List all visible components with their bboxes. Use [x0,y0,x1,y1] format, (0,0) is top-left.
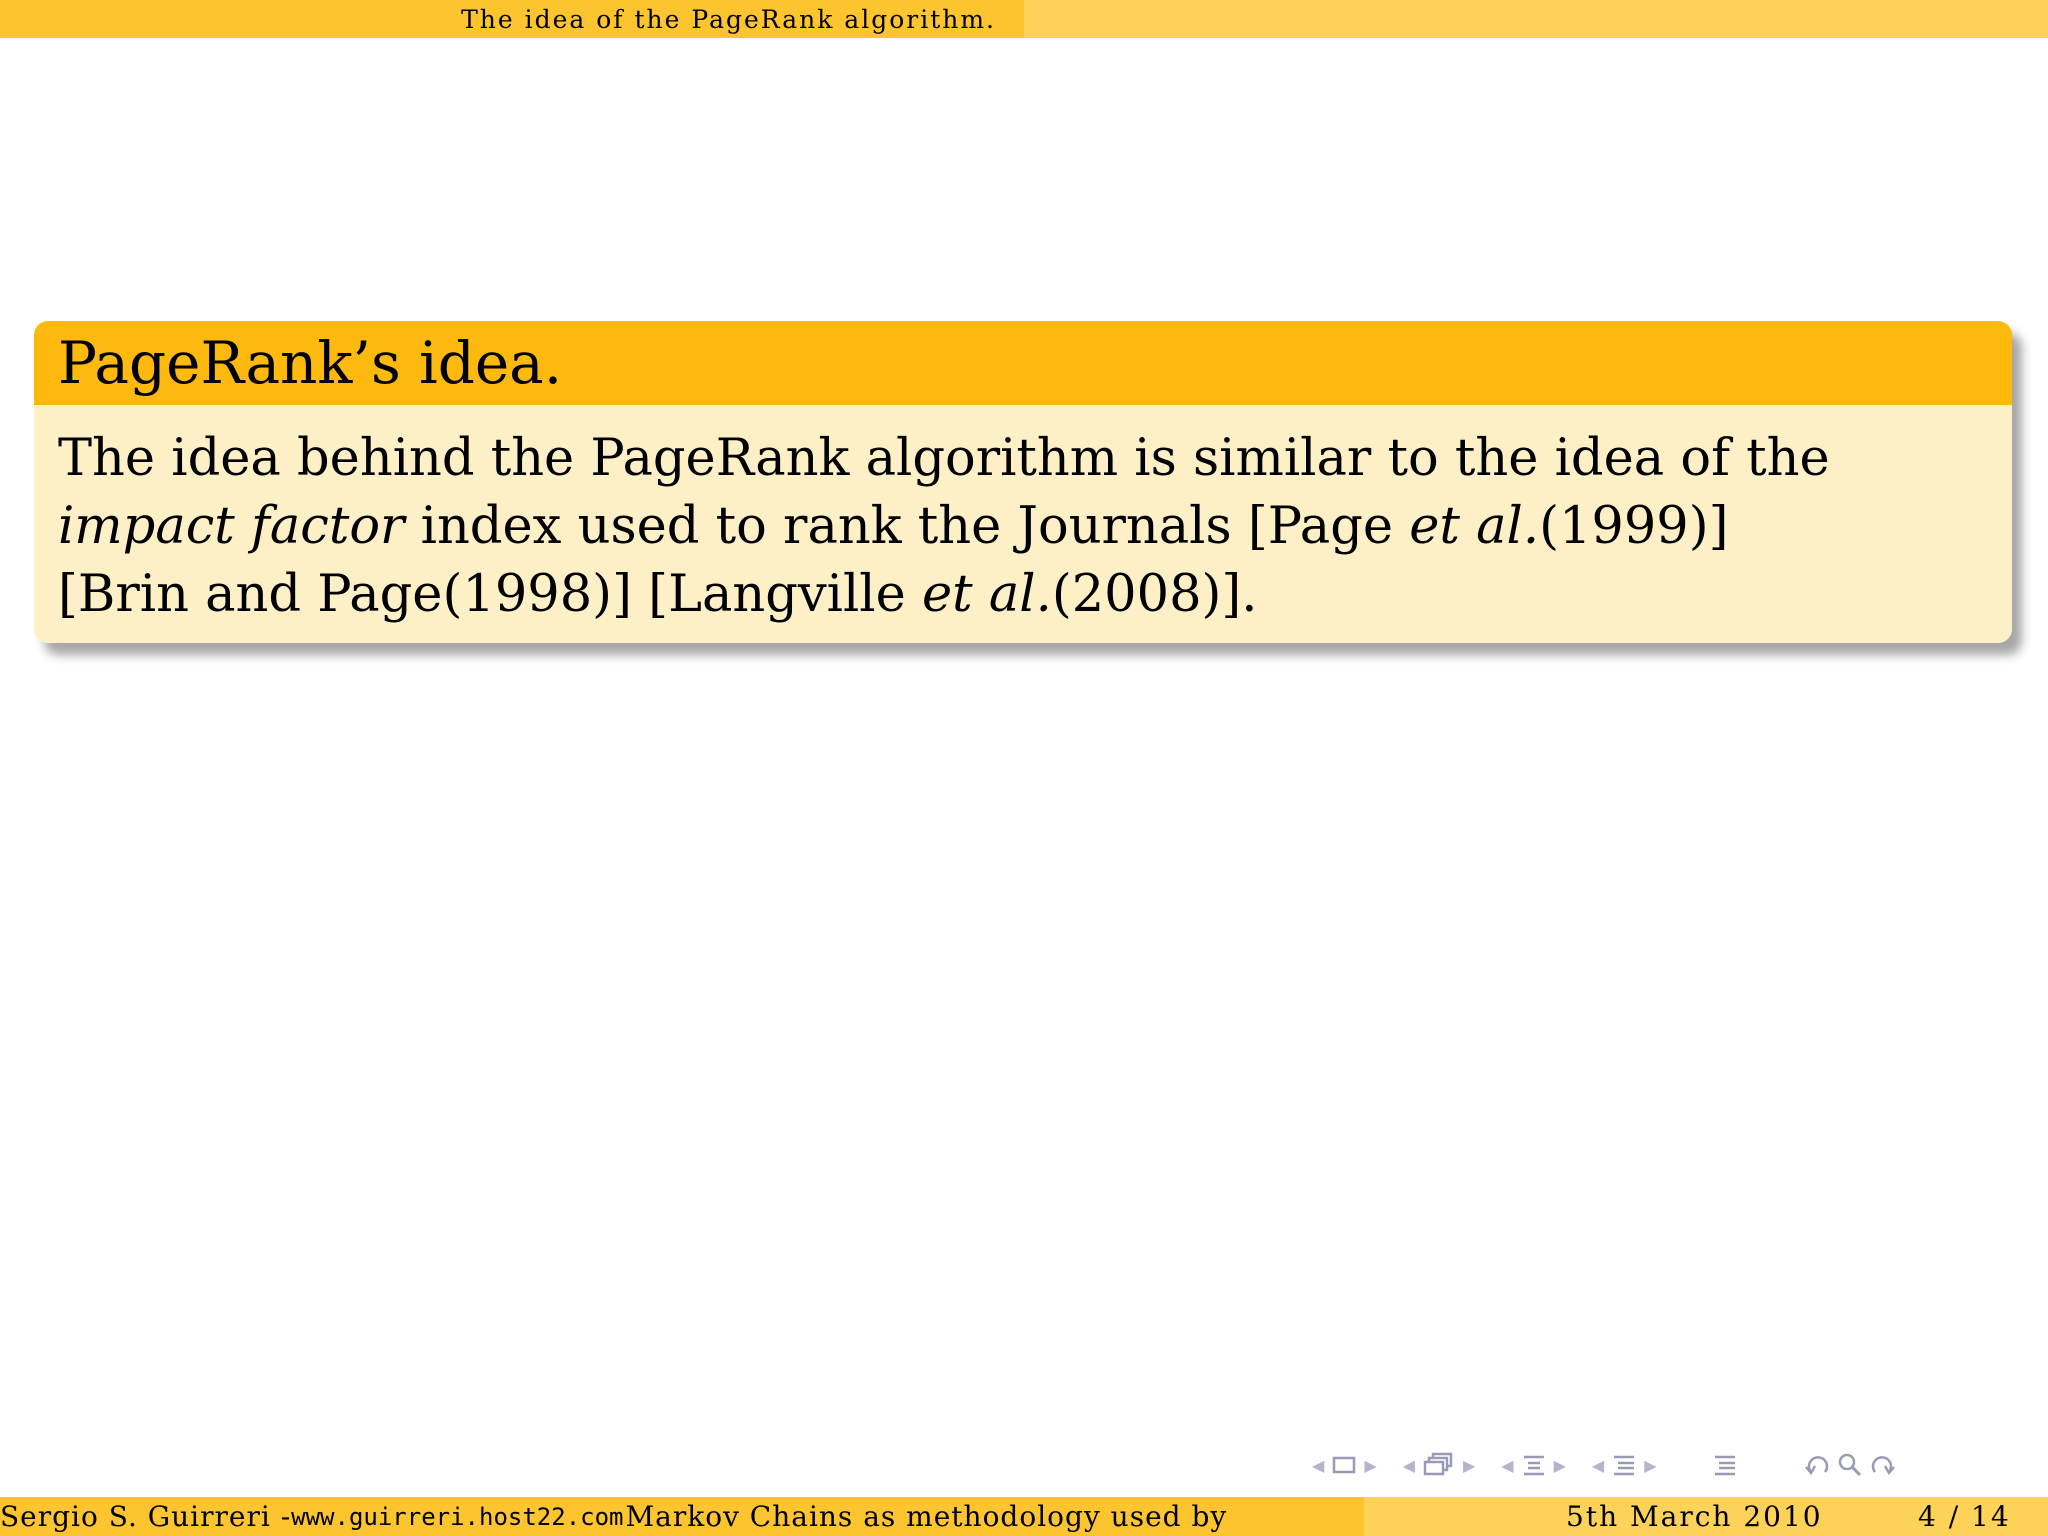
body-text-2: index used to rank the Journals [Page [404,497,1410,556]
next-arrow-icon[interactable]: ▶ [1364,1455,1377,1475]
slide-nav-icon[interactable] [1592,1453,1657,1477]
prev-arrow-icon[interactable]: ◀ [1402,1455,1415,1475]
section-icon[interactable] [1522,1453,1546,1477]
body-text-1: The idea behind the PageRank algorithm is similar to the idea of the [58,429,1830,488]
content-block [34,321,2012,643]
prev-arrow-icon[interactable]: ◀ [1501,1455,1514,1475]
redo-icon[interactable] [1867,1452,1897,1478]
block-title: PageRank’s idea. [34,321,2012,405]
next-arrow-icon[interactable]: ▶ [1553,1455,1566,1475]
footer-page-number: 4 / 14 [1918,1500,2011,1533]
footer-date: 5th March 2010 [1566,1500,1823,1533]
header-bar [0,0,2048,38]
footer-presentation-title: Markov Chains as methodology used by [625,1500,1228,1533]
body-text-5: (2008)]. [1051,565,1258,624]
body-italic-impact-factor: impact factor [58,497,405,556]
next-arrow-icon[interactable]: ▶ [1462,1455,1476,1475]
next-arrow-icon[interactable]: ▶ [1644,1455,1657,1475]
body-text-4: [Brin and Page(1998)] [Langville [58,565,922,624]
frame-nav-icon[interactable] [1312,1456,1377,1475]
section-nav-icon[interactable] [1501,1453,1566,1477]
body-italic-et-al-2: et al. [922,565,1052,624]
frame-icon[interactable] [1332,1456,1356,1474]
block-body [34,405,2012,643]
footer-bar [0,1497,2048,1536]
prev-arrow-icon[interactable]: ◀ [1591,1455,1605,1475]
undo-icon[interactable] [1803,1452,1833,1478]
search-controls [1803,1452,1897,1478]
prev-arrow-icon[interactable]: ◀ [1312,1455,1325,1475]
presentation-icon[interactable] [1612,1453,1636,1477]
subsection-nav-icon[interactable] [1403,1452,1476,1478]
section-title[interactable]: The idea of the PageRank algorithm. [461,4,996,34]
outline-icon[interactable] [1713,1453,1737,1477]
search-icon[interactable] [1837,1452,1863,1478]
header-section [0,0,1024,38]
body-text-3: (1999)] [1539,497,1729,556]
footer-author: Sergio S. Guirreri - [0,1500,292,1533]
outline-icon[interactable] [1713,1453,1737,1477]
subsection-icon[interactable] [1423,1452,1455,1478]
footer-author-title [0,1497,1364,1536]
footer-website: www.guirreri.host22.com [291,1502,624,1531]
navigation-bar [1312,1449,1923,1481]
body-italic-et-al-1: et al. [1409,497,1540,556]
